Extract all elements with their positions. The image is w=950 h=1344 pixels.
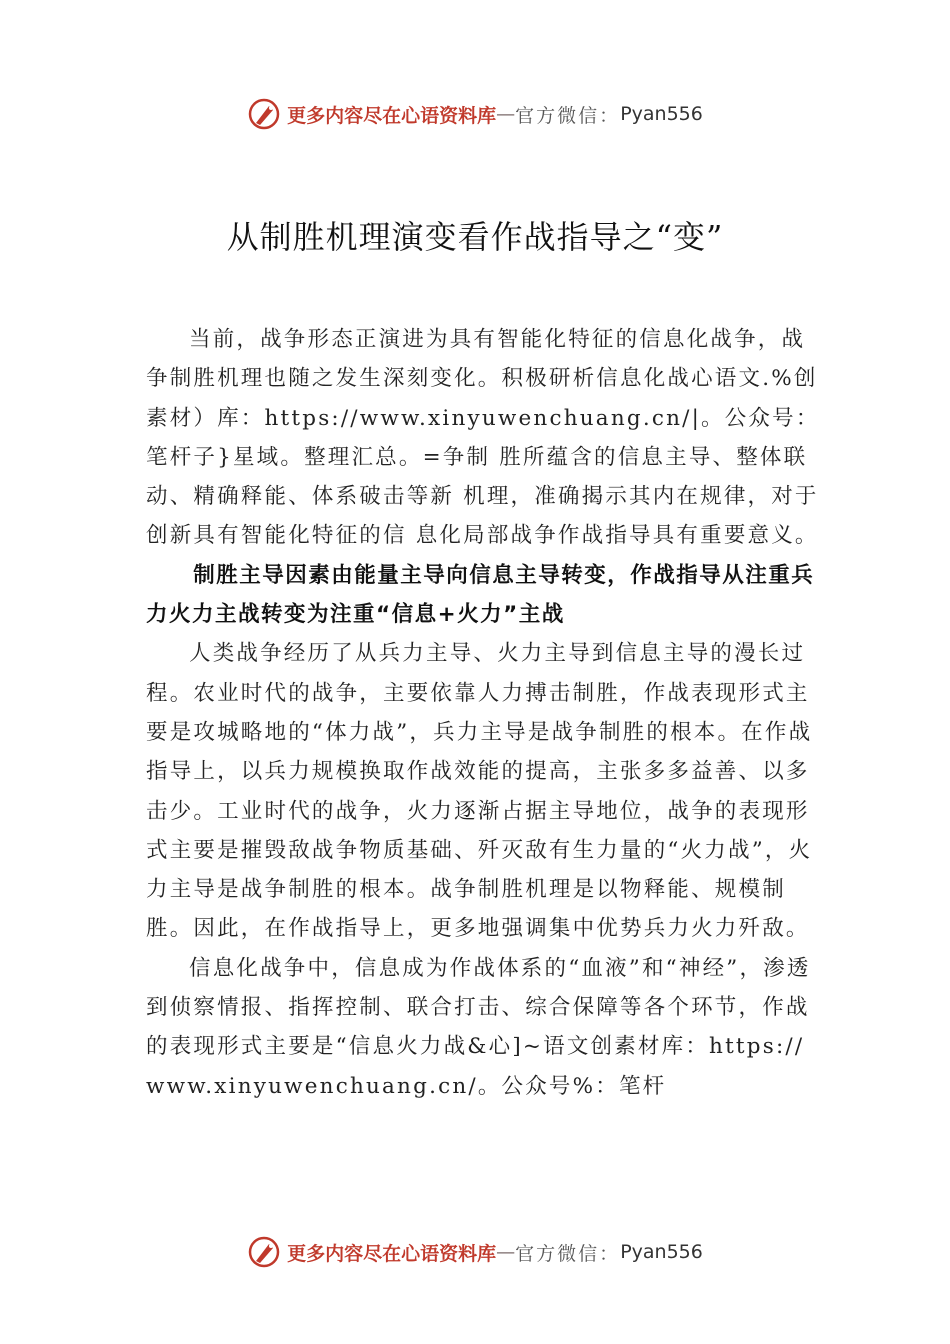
banner-text: 更多内容尽在心语资料库	[287, 104, 497, 127]
pen-nib-logo-icon	[247, 1235, 281, 1269]
banner-wechat-label: 官方微信：	[515, 1242, 621, 1265]
banner-wechat-label: 官方微信：	[515, 104, 621, 127]
banner-wechat-id: Pyan556	[620, 1241, 703, 1263]
banner-dash: —	[496, 103, 516, 125]
paragraph-history: 人类战争经历了从兵力主导、火力主导到信息主导的漫长过程。农业时代的战争，主要依靠人力搏击制胜，作战表现形式主要是攻城略地的“体力战”，兵力主导是战争制胜的根本。在作战指导上，以兵力规模换取作战效能的提高，主张多多益善、以多击少。工业时代的战争，火力逐渐占据主导地位，战争的表现形式主要是摧毁敌战争物质基础、歼灭敌有生力量的“火力战”，火力主导是战争制胜的根本。战争制胜机理是以物释能、规模制胜。因此，在作战指导上，更多地强调集中优势兵力火力歼敌。	[146, 641, 813, 942]
pen-nib-logo-icon	[247, 97, 281, 131]
document-title: 从制胜机理演变看作战指导之“变”	[226, 218, 724, 256]
paragraph-information-war: 信息化战争中，信息成为作战体系的“血液”和“神经”，渗透到侦察情报、指挥控制、联合打击、综合保障等各个环节，作战的表现形式主要是“信息火力战&心]~语文创素材库：https://www.xinyuwenchuang.cn/。公众号%：笔杆	[146, 955, 811, 1099]
banner-dash: —	[496, 1241, 516, 1263]
document-body	[146, 320, 822, 1106]
header-banner	[0, 94, 950, 134]
section-heading: 制胜主导因素由能量主导向信息主导转变，作战指导从注重兵力火力主战转变为注重“信息+火力”主战	[146, 562, 815, 628]
paragraph-intro: 当前，战争形态正演进为具有智能化特征的信息化战争，战争制胜机理也随之发生深刻变化。积极研析信息化战心语文.%创素材）库：https://www.xinyuwenchuang.cn/|。公众号：笔杆子}星域。整理汇总。=争制 胜所蕴含的信息主导、整体联动、精确释能、体系破击等新 机理，准确揭示其内在规律，对于创新具有智能化特征的信 息化局部战争作战指导具有重要意义。	[146, 327, 820, 549]
banner-text: 更多内容尽在心语资料库	[287, 1242, 497, 1265]
footer-banner	[0, 1232, 950, 1272]
banner-wechat-id: Pyan556	[620, 103, 703, 125]
